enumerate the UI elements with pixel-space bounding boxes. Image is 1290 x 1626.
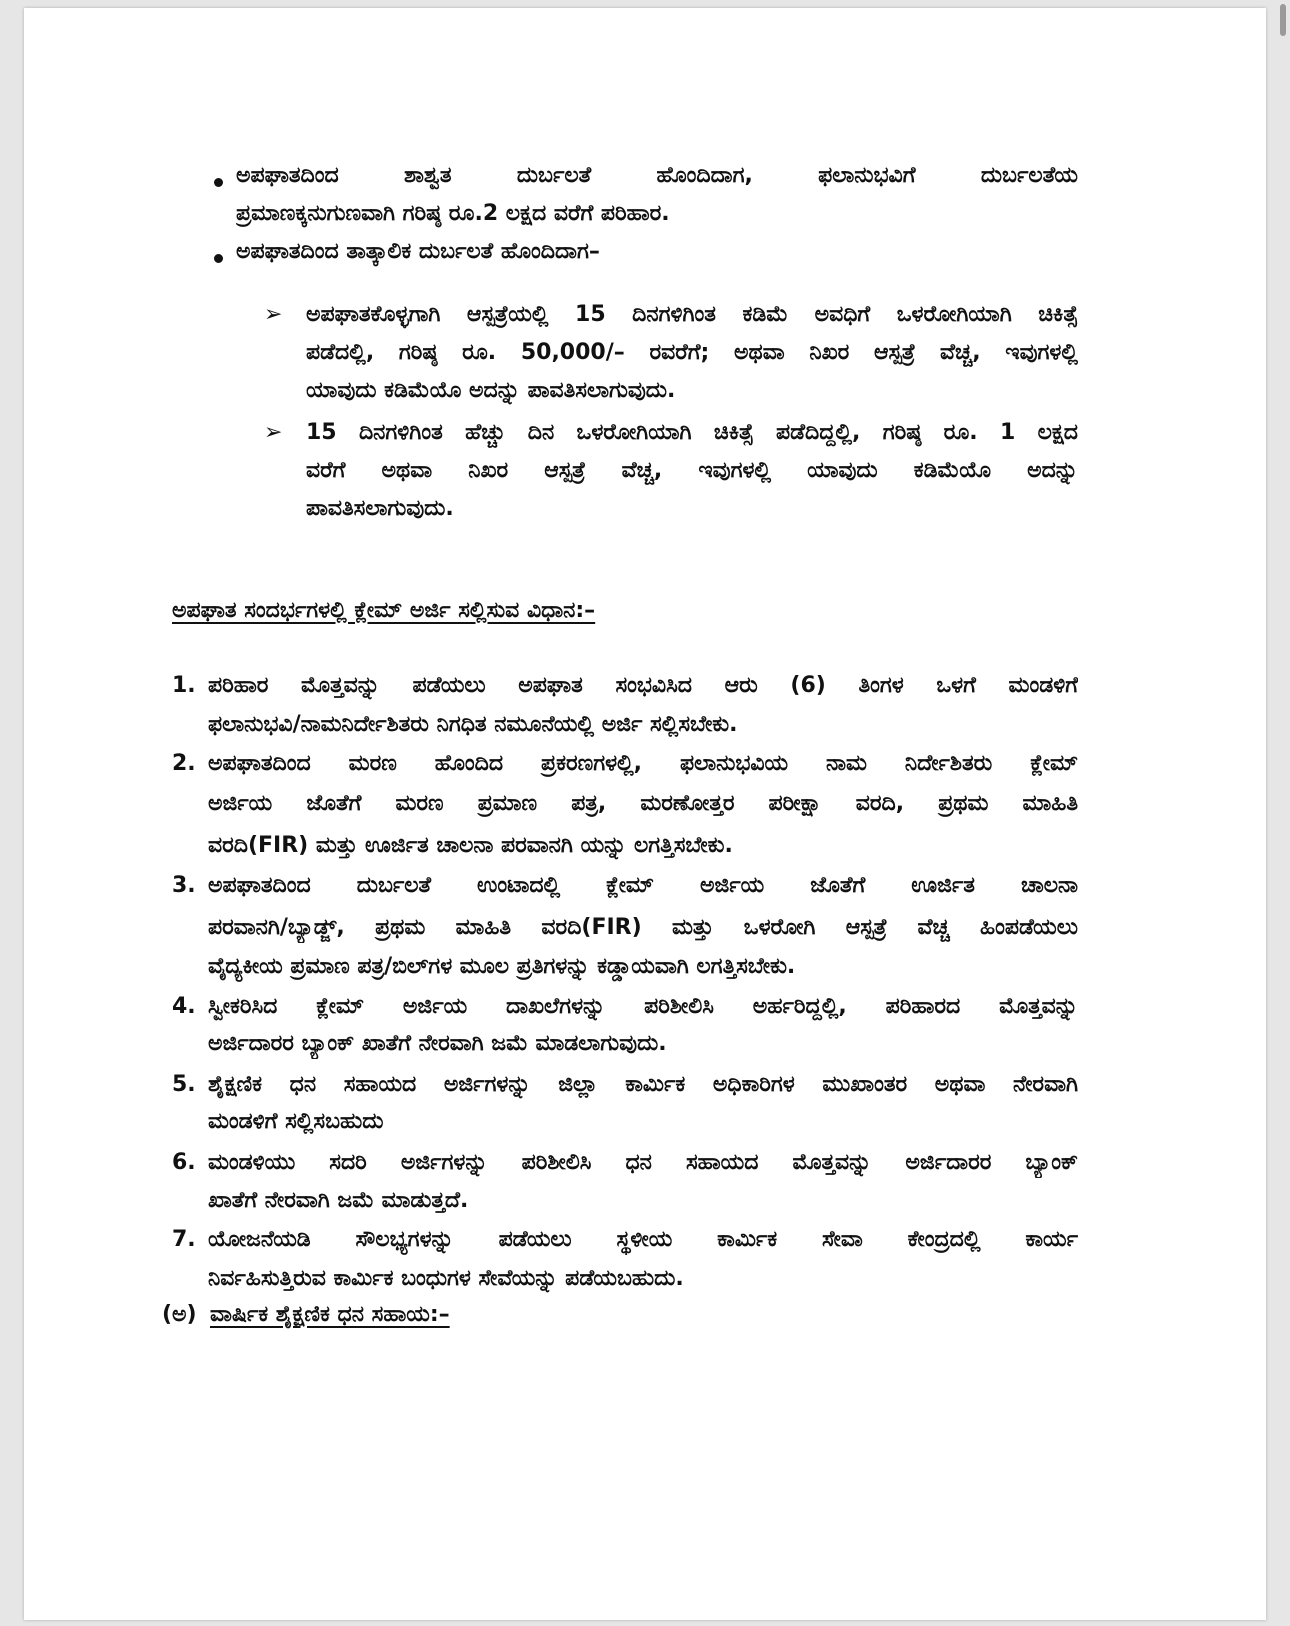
bullet-1-line-1: ಅಪಘಾತದಿಂದ ಶಾಶ್ವತ ದುರ್ಬಲತೆ ಹೊಂದಿದಾಗ, ಫಲಾನುಭವಿಗೆ ದುರ್ಬಲತೆಯ xyxy=(236,163,1078,188)
sub-bullet-2-line-1: 15 ದಿನಗಳಿಗಿಂತ ಹೆಚ್ಚು ದಿನ ಒಳರೋಗಿಯಾಗಿ ಚಿಕಿತ್ಸೆ ಪಡೆದಿದ್ದಲ್ಲಿ, ಗರಿಷ್ಠ ರೂ. 1 ಲಕ್ಷದ xyxy=(306,420,1078,445)
item-5-line-2: ಮಂಡಳಿಗೆ ಸಲ್ಲಿಸಬಹುದು xyxy=(208,1109,384,1134)
item-7-line-2: ನಿರ್ವಹಿಸುತ್ತಿರುವ ಕಾರ್ಮಿಕ ಬಂಧುಗಳ ಸೇವೆಯನ್ನು ಪಡೆಯಬಹುದು. xyxy=(208,1266,684,1291)
document-page xyxy=(24,8,1266,1620)
item-3-line-3: ವೈದ್ಯಕೀಯ ಪ್ರಮಾಣ ಪತ್ರ/ಬಿಲ್‌ಗಳ ಮೂಲ ಪ್ರತಿಗಳನ್ನು ಕಡ್ಡಾಯವಾಗಿ ಲಗತ್ತಿಸಬೇಕು. xyxy=(208,954,796,979)
item-number: 6. xyxy=(172,1150,196,1175)
bullet-2-line-1: ಅಪಘಾತದಿಂದ ತಾತ್ಕಾಲಿಕ ದುರ್ಬಲತೆ ಹೊಂದಿದಾಗ– xyxy=(236,239,600,264)
item-number: 3. xyxy=(172,873,196,898)
item-4-line-2: ಅರ್ಜಿದಾರರ ಬ್ಯಾಂಕ್ ಖಾತೆಗೆ ನೇರವಾಗಿ ಜಮೆ ಮಾಡಲಾಗುವುದು. xyxy=(208,1031,667,1056)
sub-bullet-1-line-1: ಅಪಘಾತಕೊಳ್ಳಗಾಗಿ ಆಸ್ಪತ್ರೆಯಲ್ಲಿ 15 ದಿನಗಳಿಗಿಂತ ಕಡಿಮೆ ಅವಧಿಗೆ ಒಳರೋಗಿಯಾಗಿ ಚಿಕಿತ್ಸೆ xyxy=(306,302,1078,327)
item-number: 7. xyxy=(172,1227,196,1252)
item-1-line-2: ಫಲಾನುಭವಿ/ನಾಮನಿರ್ದೇಶಿತರು ನಿಗಧಿತ ನಮೂನೆಯಲ್ಲಿ ಅರ್ಜಿ ಸಲ್ಲಿಸಬೇಕು. xyxy=(208,712,738,737)
section-heading: ಅಪಘಾತ ಸಂದರ್ಭಗಳಲ್ಲಿ ಕ್ಲೇಮ್ ಅರ್ಜಿ ಸಲ್ಲಿಸುವ ವಿಧಾನ:– xyxy=(172,598,596,623)
arrow-bullet-icon: ➢ xyxy=(264,420,283,445)
item-6-line-2: ಖಾತೆಗೆ ನೇರವಾಗಿ ಜಮೆ ಮಾಡುತ್ತದೆ. xyxy=(208,1188,469,1213)
item-5-line-1: ಶೈಕ್ಷಣಿಕ ಧನ ಸಹಾಯದ ಅರ್ಜಿಗಳನ್ನು ಜಿಲ್ಲಾ ಕಾರ್ಮಿಕ ಅಧಿಕಾರಿಗಳ ಮುಖಾಂತರ ಅಥವಾ ನೇರವಾಗಿ xyxy=(208,1072,1078,1097)
item-2-line-3: ವರದಿ(FIR) ಮತ್ತು ಊರ್ಜಿತ ಚಾಲನಾ ಪರವಾನಗಿ ಯನ್ನು ಲಗತ್ತಿಸಬೇಕು. xyxy=(208,833,733,858)
sub-bullet-2-line-2: ವರೆಗೆ ಅಥವಾ ನಿಖರ ಆಸ್ಪತ್ರೆ ವೆಚ್ಚ, ಇವುಗಳಲ್ಲಿ ಯಾವುದು ಕಡಿಮೆಯೊ ಅದನ್ನು xyxy=(306,458,1078,483)
item-4-line-1: ಸ್ವೀಕರಿಸಿದ ಕ್ಲೇಮ್ ಅರ್ಜಿಯ ದಾಖಲೆಗಳನ್ನು ಪರಿಶೀಲಿಸಿ ಅರ್ಹರಿದ್ದಲ್ಲಿ, ಪರಿಹಾರದ ಮೊತ್ತವನ್ನು xyxy=(208,994,1078,1019)
item-2-line-1: ಅಪಘಾತದಿಂದ ಮರಣ ಹೊಂದಿದ ಪ್ರಕರಣಗಳಲ್ಲಿ, ಫಲಾನುಭವಿಯ ನಾಮ ನಿರ್ದೇಶಿತರು ಕ್ಲೇಮ್ xyxy=(208,751,1078,776)
item-7-line-1: ಯೋಜನೆಯಡಿ ಸೌಲಭ್ಯಗಳನ್ನು ಪಡೆಯಲು ಸ್ಥಳೀಯ ಕಾರ್ಮಿಕ ಸೇವಾ ಕೇಂದ್ರದಲ್ಲಿ ಕಾರ್ಯ xyxy=(208,1227,1078,1252)
item-6-line-1: ಮಂಡಳಿಯು ಸದರಿ ಅರ್ಜಿಗಳನ್ನು ಪರಿಶೀಲಿಸಿ ಧನ ಸಹಾಯದ ಮೊತ್ತವನ್ನು ಅರ್ಜಿದಾರರ ಬ್ಯಾಂಕ್ xyxy=(208,1150,1078,1175)
item-2-line-2: ಅರ್ಜಿಯ ಜೊತೆಗೆ ಮರಣ ಪ್ರಮಾಣ ಪತ್ರ, ಮರಣೋತ್ತರ ಪರೀಕ್ಷಾ ವರದಿ, ಪ್ರಥಮ ಮಾಹಿತಿ xyxy=(208,791,1078,816)
subsection-heading: ವಾರ್ಷಿಕ ಶೈಕ್ಷಣಿಕ ಧನ ಸಹಾಯ:– xyxy=(210,1302,450,1327)
bullet-1-line-2: ಪ್ರಮಾಣಕ್ಕನುಗುಣವಾಗಿ ಗರಿಷ್ಠ ರೂ.2 ಲಕ್ಷದ ವರೆಗೆ ಪರಿಹಾರ. xyxy=(236,201,670,226)
sub-bullet-1-line-2: ಪಡೆದಲ್ಲಿ, ಗರಿಷ್ಠ ರೂ. 50,000/– ರವರೆಗೆ; ಅಥವಾ ನಿಖರ ಆಸ್ಪತ್ರೆ ವೆಚ್ಚ, ಇವುಗಳಲ್ಲಿ xyxy=(306,340,1078,365)
bullet-dot xyxy=(214,178,223,187)
item-number: 5. xyxy=(172,1072,196,1097)
scrollbar-thumb[interactable] xyxy=(1280,4,1286,36)
item-number: 4. xyxy=(172,994,196,1019)
item-3-line-2: ಪರವಾನಗಿ/ಬ್ಯಾಡ್ಜ್, ಪ್ರಥಮ ಮಾಹಿತಿ ವರದಿ(FIR) ಮತ್ತು ಒಳರೋಗಿ ಆಸ್ಪತ್ರೆ ವೆಚ್ಚ ಹಿಂಪಡೆಯಲು xyxy=(208,915,1078,940)
subsection-marker: (ಅ) xyxy=(162,1302,197,1327)
bullet-dot xyxy=(214,254,223,263)
item-number: 1. xyxy=(172,673,196,698)
sub-bullet-1-line-3: ಯಾವುದು ಕಡಿಮೆಯೊ ಅದನ್ನು ಪಾವತಿಸಲಾಗುವುದು. xyxy=(306,378,676,403)
item-3-line-1: ಅಪಘಾತದಿಂದ ದುರ್ಬಲತೆ ಉಂಟಾದಲ್ಲಿ ಕ್ಲೇಮ್ ಅರ್ಜಿಯ ಜೊತೆಗೆ ಊರ್ಜಿತ ಚಾಲನಾ xyxy=(208,873,1078,898)
item-1-line-1: ಪರಿಹಾರ ಮೊತ್ತವನ್ನು ಪಡೆಯಲು ಅಪಘಾತ ಸಂಭವಿಸಿದ ಆರು (6) ತಿಂಗಳ ಒಳಗೆ ಮಂಡಳಿಗೆ xyxy=(208,673,1078,698)
item-number: 2. xyxy=(172,751,196,776)
arrow-bullet-icon: ➢ xyxy=(264,302,283,327)
sub-bullet-2-line-3: ಪಾವತಿಸಲಾಗುವುದು. xyxy=(306,496,454,521)
